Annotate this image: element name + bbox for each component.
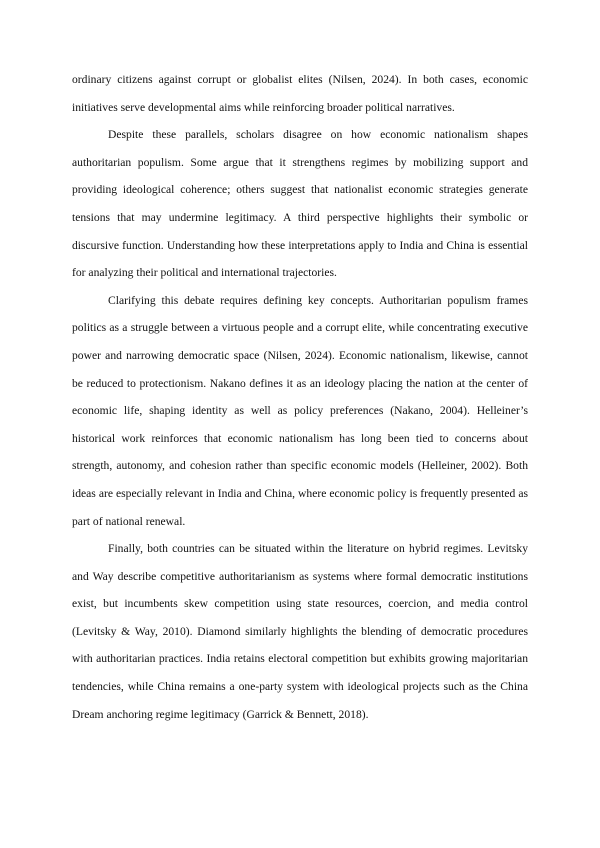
paragraph-continuation: ordinary citizens against corrupt or globalist elites (Nilsen, 2024). In both cases, economic initiatives serve developmental aims while reinforcing broader political narratives. xyxy=(72,73,528,114)
paragraph-scholarly-debate: Despite these parallels, scholars disagree on how economic nationalism shapes authoritarian populism. Some argue that it strengthens regimes by mobilizing support and providing ideological coherence; others suggest that nationalist economic strategies generate tensions that may undermine legitimacy. A third perspective highlights their symbolic or discursive function. Understanding how these interpretations apply to India and China is essential for analyzing their political and international trajectories. xyxy=(72,128,528,280)
paragraph-hybrid-regimes: Finally, both countries can be situated within the literature on hybrid regimes. Levitsky and Way describe competitive authoritarianism as systems where formal democratic institutions exist, but incumbents skew competition using state resources, coercion, and media control (Levitsky & Way, 2010). Diamond similarly highlights the blending of democratic procedures with authoritarian practices. India retains electoral competition but exhibits growing majoritarian tendencies, while China remains a one-party system with ideological projects such as the China Dream anchoring regime legitimacy (Garrick & Bennett, 2018). xyxy=(72,542,528,721)
paragraph-key-concepts: Clarifying this debate requires defining key concepts. Authoritarian populism frames politics as a struggle between a virtuous people and a corrupt elite, while concentrating executive power and narrowing democratic space (Nilsen, 2024). Economic nationalism, likewise, cannot be reduced to protectionism. Nakano defines it as an ideology placing the nation at the center of economic life, shaping identity as well as policy preferences (Nakano, 2004). Helleiner’s historical work reinforces that economic nationalism has long been tied to concerns about strength, autonomy, and cohesion rather than specific economic models (Helleiner, 2002). Both ideas are especially relevant in India and China, where economic policy is frequently presented as part of national renewal. xyxy=(72,293,528,528)
document-page xyxy=(72,66,528,728)
